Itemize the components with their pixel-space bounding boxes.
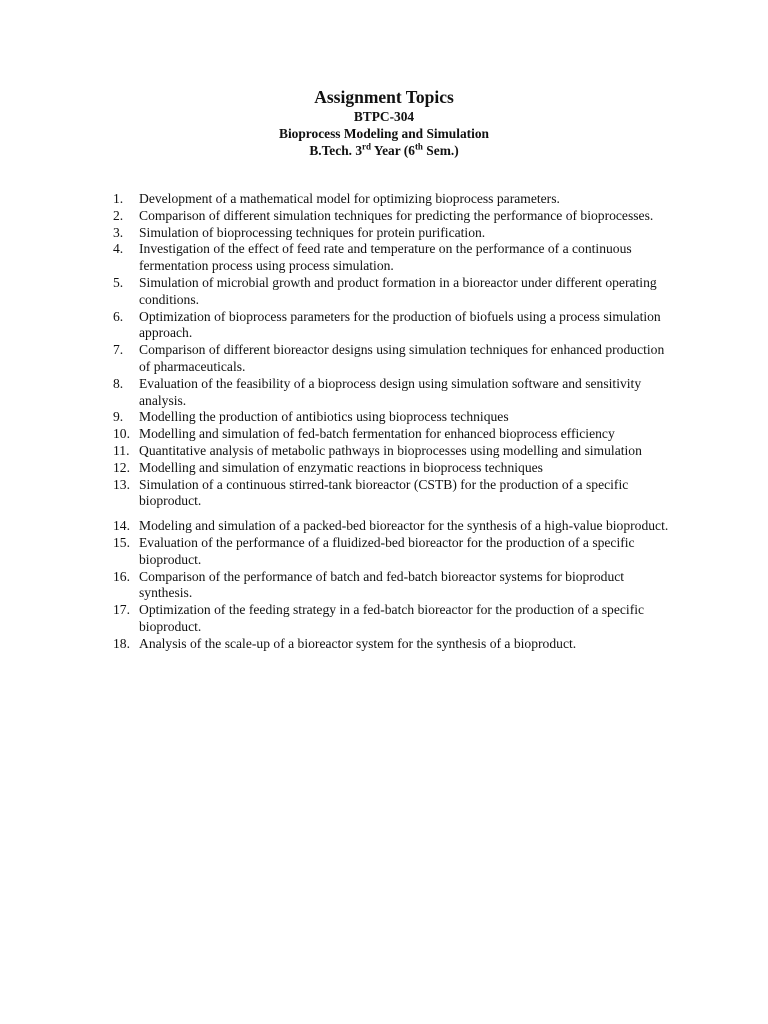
item-text: Analysis of the scale-up of a bioreactor system for the synthesis of a bioproduct.	[139, 635, 577, 651]
list-item	[113, 602, 673, 636]
item-text: Development of a mathematical model for optimizing bioprocess parameters.	[139, 191, 560, 206]
year-semester-line	[0, 142, 768, 159]
course-name: Bioprocess Modeling and Simulation	[279, 126, 489, 141]
list-item	[113, 309, 673, 343]
list-item	[113, 376, 673, 410]
list-item	[113, 191, 673, 208]
item-text: Comparison of different simulation techniques for predicting the performance of bioprocesses.	[139, 207, 654, 223]
list-item	[113, 443, 673, 460]
item-text: Investigation of the effect of feed rate and temperature on the performance of a continuous fermentation process using process simulation.	[139, 241, 632, 274]
page-title: Assignment Topics	[314, 87, 454, 107]
list-item	[113, 569, 673, 603]
document-header	[0, 86, 768, 159]
list-item	[113, 535, 673, 569]
item-number: 5.	[113, 274, 124, 290]
year-prefix: B.Tech. 3	[309, 143, 363, 158]
item-text: Simulation of bioprocessing techniques for protein purification.	[139, 224, 486, 240]
item-number: 10.	[113, 426, 130, 442]
item-text: Optimization of bioprocess parameters for the production of biofuels using a process simulation approach.	[139, 308, 661, 341]
item-text: Modelling and simulation of enzymatic reactions in bioprocess techniques	[139, 459, 543, 475]
item-text: Quantitative analysis of metabolic pathways in bioprocesses using modelling and simulation	[139, 442, 642, 458]
item-text: Evaluation of the performance of a fluidized-bed bioreactor for the production of a specific bioproduct.	[139, 534, 635, 567]
item-number: 16.	[113, 568, 130, 584]
item-number: 1.	[113, 191, 124, 206]
semester-suffix: Sem.)	[422, 143, 459, 158]
course-code: BTPC-304	[353, 109, 415, 124]
item-text: Comparison of the performance of batch and fed-batch bioreactor systems for bioproduct synthesis.	[139, 568, 625, 601]
year-superscript: rd	[362, 141, 372, 152]
list-item	[113, 275, 673, 309]
item-number: 18.	[113, 635, 130, 651]
list-item	[113, 225, 673, 242]
item-text: Simulation of microbial growth and product formation in a bioreactor under different operating conditions.	[139, 274, 657, 307]
list-item	[113, 460, 673, 477]
list-item	[113, 636, 673, 653]
list-item	[113, 518, 673, 535]
item-text: Modeling and simulation of a packed-bed bioreactor for the synthesis of a high-value bioproduct.	[139, 518, 669, 534]
item-number: 6.	[113, 308, 124, 324]
item-text: Modelling and simulation of fed-batch fermentation for enhanced bioprocess efficiency	[139, 426, 615, 442]
item-number: 15.	[113, 534, 130, 550]
item-number: 17.	[113, 602, 130, 618]
item-number: 9.	[113, 409, 124, 425]
item-number: 11.	[113, 442, 130, 458]
item-text: Modelling the production of antibiotics using bioprocess techniques	[139, 409, 509, 425]
item-text: Comparison of different bioreactor designs using simulation techniques for enhanced production of pharmaceuticals.	[139, 342, 665, 374]
item-number: 4.	[113, 241, 124, 257]
list-item	[113, 208, 673, 225]
topic-list	[113, 191, 673, 653]
item-number: 8.	[113, 375, 124, 391]
item-number: 7.	[113, 342, 124, 358]
list-item	[113, 241, 673, 275]
item-number: 2.	[113, 207, 124, 223]
list-item	[113, 477, 673, 511]
list-item	[113, 426, 673, 443]
list-item	[113, 342, 673, 376]
item-number: 3.	[113, 224, 124, 240]
item-number: 12.	[113, 459, 130, 475]
item-number: 13.	[113, 476, 130, 492]
year-middle: Year (6	[371, 143, 415, 158]
semester-superscript: th	[414, 141, 423, 152]
item-text: Optimization of the feeding strategy in a fed-batch bioreactor for the production of a specific bioproduct.	[139, 602, 645, 634]
list-item	[113, 409, 673, 426]
item-number: 14.	[113, 518, 130, 534]
item-text: Evaluation of the feasibility of a bioprocess design using simulation software and sensitivity analysis.	[139, 375, 642, 408]
item-text: Simulation of a continuous stirred-tank bioreactor (CSTB) for the production of a specific bioproduct.	[139, 476, 629, 509]
